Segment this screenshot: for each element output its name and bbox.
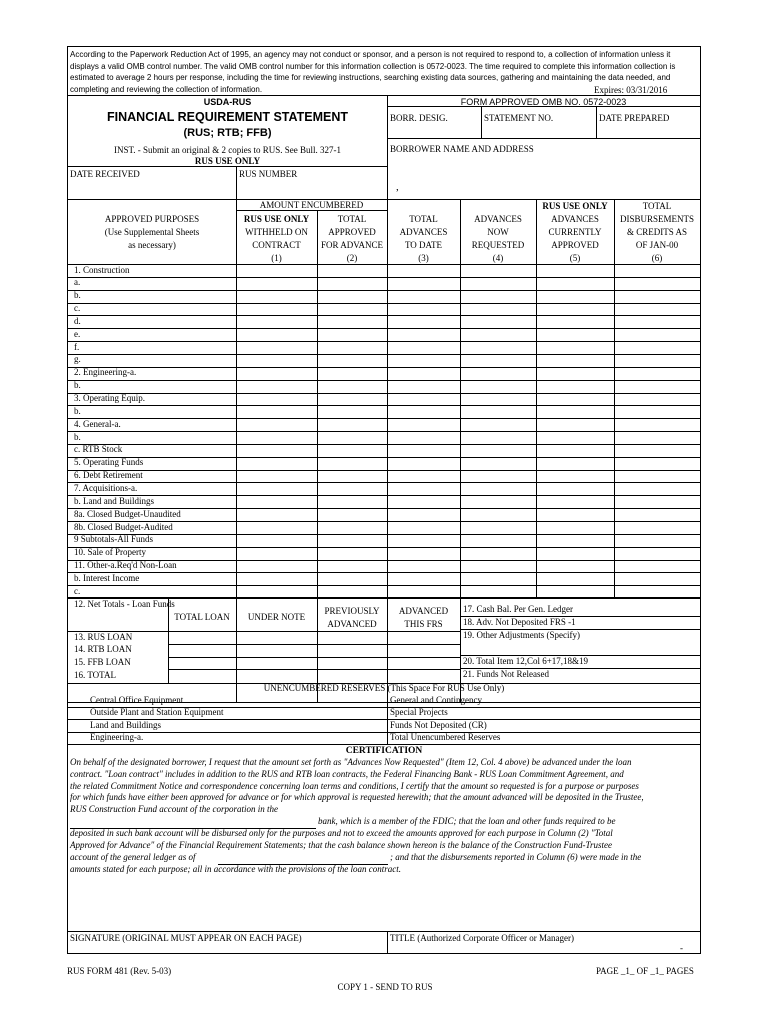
row-divider <box>168 644 460 645</box>
row-divider <box>68 354 700 355</box>
reserve-right-label: Total Unencumbered Reserves <box>390 732 501 742</box>
header-line: OF JAN-00 <box>635 240 679 250</box>
header-line: ADVANCED <box>327 619 377 629</box>
header-line: ADVANCES <box>551 214 599 224</box>
certification-text-2 <box>70 828 613 852</box>
date-prepared-field[interactable]: DATE PREPARED <box>599 113 670 123</box>
dash-mark: - <box>680 943 683 953</box>
certification-line: ; and that the disbursements reported in Column (6) were made in the <box>390 852 642 862</box>
row-divider <box>68 560 700 561</box>
row-divider <box>460 629 700 630</box>
loan-row-label: 13. RUS LOAN <box>74 631 133 642</box>
divider <box>596 106 597 138</box>
certification-line: RUS Construction Fund account of the corporation in the <box>70 804 278 815</box>
certification-line: amounts stated for each purpose; all in accordance with the provisions of the loan contract. <box>70 864 402 874</box>
row-divider <box>68 393 700 394</box>
approved-purposes-header <box>68 213 236 252</box>
row-divider <box>68 482 700 483</box>
divider <box>68 744 700 745</box>
row-divider <box>68 495 700 496</box>
row-divider <box>68 732 700 733</box>
row-divider <box>68 719 700 720</box>
reserve-right-label: Special Projects <box>390 707 448 717</box>
header-line: TOTAL <box>337 214 367 224</box>
purpose-row-label: 5. Operating Funds <box>74 457 144 468</box>
purpose-row-label: c. <box>74 585 81 596</box>
header-line: (2) <box>346 253 358 263</box>
loan-row-label: 14. RTB LOAN <box>74 644 132 655</box>
certification-text <box>70 757 644 816</box>
header-line: DISBURSEMENTS <box>619 214 694 224</box>
row-divider <box>68 315 700 316</box>
row-divider <box>68 598 700 599</box>
header-line: as necessary) <box>128 240 176 250</box>
expiration-date: Expires: 03/31/2016 <box>594 85 668 95</box>
purpose-row-label: f. <box>74 341 80 352</box>
header-line: THIS FRS <box>404 619 443 629</box>
purpose-row-label: c. RTB Stock <box>74 444 123 455</box>
col4-header <box>460 213 536 265</box>
loan-row-label: 16. TOTAL <box>74 669 116 680</box>
purpose-row-label: b. <box>74 405 81 416</box>
form-title: FINANCIAL REQUIREMENT STATEMENT <box>107 110 348 124</box>
header-line: ADVANCES <box>474 214 522 224</box>
header-line: WITHHELD ON <box>245 227 308 237</box>
loan-row-label: 15. FFB LOAN <box>74 657 131 668</box>
divider <box>481 106 482 138</box>
row-divider <box>168 657 460 658</box>
header-line: (4) <box>492 253 504 263</box>
unencumbered-reserves-title: UNENCUMBERED RESERVES (This Space For RUS Use Only) <box>263 683 505 693</box>
row-divider <box>460 668 700 669</box>
cash-balance-row-label: 21. Funds Not Released <box>463 668 549 679</box>
row-divider <box>68 341 700 342</box>
header-line: (1) <box>271 253 282 263</box>
page-number: PAGE _1_ OF _1_ PAGES <box>596 966 694 976</box>
header-line: TOTAL <box>642 201 672 211</box>
instructions: INST. - Submit an original & 2 copies to RUS. See Bull. 327-1 <box>113 145 342 155</box>
divider <box>68 931 700 932</box>
purpose-row-label: 11. Other-a.Req'd Non-Loan <box>74 560 177 571</box>
cash-balance-row-label: 18. Adv. Not Deposited FRS -1 <box>463 616 576 627</box>
divider <box>236 166 237 199</box>
header-line: TO DATE <box>404 240 443 250</box>
row-divider <box>68 470 700 471</box>
signature-field[interactable]: SIGNATURE (ORIGINAL MUST APPEAR ON EACH PAGE) <box>70 933 302 943</box>
row-divider <box>68 444 700 445</box>
copy-instruction: COPY 1 - SEND TO RUS <box>337 982 433 992</box>
reserve-left-label: Central Office Equipment <box>90 694 184 705</box>
header-line: ADVANCED <box>398 606 449 616</box>
header-line: NOW <box>487 227 509 237</box>
header-line: TOTAL <box>409 214 438 224</box>
purpose-row-label: 2. Engineering-a. <box>74 367 137 378</box>
advanced-this-frs-header <box>387 605 460 631</box>
header-line: ADVANCES <box>399 227 448 237</box>
purpose-row-label: 7. Acquisitions-a. <box>74 482 138 493</box>
address-comma: , <box>396 181 399 193</box>
purpose-row-label: b. Land and Buildings <box>74 495 154 506</box>
purpose-row-label: 6. Debt Retirement <box>74 470 143 481</box>
certification-line: account of the general ledger as of <box>70 852 196 862</box>
header-line: CONTRACT <box>252 240 301 250</box>
notice-line: completing and reviewing the collection of information. <box>70 84 263 94</box>
purpose-row-label: g. <box>74 354 81 365</box>
divider <box>68 166 387 167</box>
row-divider <box>68 380 700 381</box>
divider <box>68 597 700 598</box>
purpose-row-label: 10. Sale of Property <box>74 547 146 558</box>
rus-use-only-label: RUS USE ONLY <box>194 156 261 166</box>
cash-balance-row-label: 17. Cash Bal. Per Gen. Ledger <box>463 603 573 614</box>
header-line: REQUESTED <box>471 240 525 250</box>
cash-balance-row-label: 19. Other Adjustments (Specify) <box>463 629 580 640</box>
header-line: APPROVED PURPOSES <box>104 214 200 224</box>
purpose-row-label: b. <box>74 290 81 301</box>
certification-line: contract. "Loan contract" includes in addition to the RUS and RTB loan contracts, the Federal Financing Bank - RUS Loan Commitment Agreement, and <box>70 768 624 779</box>
form-subtitle: (RUS; RTB; FFB) <box>183 127 272 139</box>
reserve-left-label: Land and Buildings <box>90 719 161 730</box>
omb-number: FORM APPROVED OMB NO. 0572-0023 <box>460 97 627 107</box>
divider <box>387 138 700 139</box>
title-field[interactable]: TITLE (Authorized Corporate Officer or Manager) <box>390 933 575 943</box>
purpose-row-label: d. <box>74 315 81 326</box>
row-divider <box>68 431 700 432</box>
total-loan-header: TOTAL LOAN <box>174 612 230 622</box>
divider <box>236 210 387 211</box>
divider <box>168 597 169 683</box>
purpose-row-label: b. Interest Income <box>74 572 140 583</box>
header-line: (3) <box>418 253 429 263</box>
row-divider <box>68 303 700 304</box>
financial-requirement-statement-form <box>67 46 701 954</box>
purpose-row-label: 8b. Closed Budget-Audited <box>74 521 173 532</box>
purpose-row-label: b. <box>74 380 81 391</box>
row-divider <box>68 585 700 586</box>
purpose-row-label: 3. Operating Equip. <box>74 393 145 403</box>
certification-line: for which funds have either been approved for advance or for which approval is requested herewith; that the amount advanced will be deposited in the Trustee, <box>70 792 644 803</box>
header-line: APPROVED <box>328 227 376 237</box>
purpose-row-label: c. <box>74 303 81 314</box>
notice-line: According to the Paperwork Reduction Act of 1995, an agency may not conduct or sponsor, and a person is not required to respond to, a collection of information unless it <box>70 50 671 59</box>
row-divider <box>68 534 700 535</box>
notice-line: estimated to average 2 hours per response, including the time for reviewing instructions, searching existing data sources, gathering and maintaining the data needed, and <box>70 73 671 83</box>
notice-line: displays a valid OMB control number. The valid OMB control number for this information collection is 0572-0023. The time required to complete this information collection is <box>70 61 676 71</box>
reserve-left-label: Engineering-a. <box>90 732 144 742</box>
row-divider <box>168 669 460 670</box>
purpose-row-label: e. <box>74 328 81 339</box>
divider <box>387 95 388 199</box>
row-divider <box>68 508 700 509</box>
cash-balance-row-label: 20. Total Item 12,Col 6+17,18&19 <box>463 655 589 666</box>
row-divider <box>68 367 700 368</box>
certification-line: bank, which is a member of the FDIC; that the loan and other funds required to be <box>318 816 616 826</box>
row-divider <box>68 277 700 278</box>
row-divider <box>460 616 700 617</box>
row-divider <box>68 290 700 291</box>
divider <box>317 210 318 597</box>
header-line: RUS USE ONLY <box>542 201 608 211</box>
row-divider <box>68 707 700 708</box>
agency-name: USDA-RUS <box>203 97 252 107</box>
row-divider <box>68 457 700 458</box>
certification-title: CERTIFICATION <box>345 746 423 756</box>
certification-line: On behalf of the designated borrower, I request that the amount set forth as "Advances Now Requested" (Item 12, Col. 4 above) be advanced under the loan <box>70 757 632 767</box>
header-line: RUS USE ONLY <box>243 214 310 224</box>
header-line: CURRENTLY <box>548 227 602 237</box>
header-line: & CREDITS AS <box>626 227 687 237</box>
amount-encumbered-header: AMOUNT ENCUMBERED <box>259 200 364 210</box>
certification-line: Approved for Advance" of the Financial Requirement Statements; that the cash balance shown hereon is the balance of the Construction Fund-Trustee <box>70 839 613 850</box>
row-divider <box>68 405 700 406</box>
header-line: FOR ADVANCE <box>320 240 384 250</box>
purpose-row-label: 1. Construction <box>74 264 130 275</box>
header-line: (Use Supplemental Sheets <box>104 227 200 237</box>
row-divider <box>68 572 700 573</box>
col2-header <box>317 213 387 265</box>
borr-desig-field[interactable]: BORR. DESIG. <box>390 113 448 123</box>
certification-line: the related Commitment Notice and correspondence concerning loan terms and conditions, I certify that the amount so requested is for a purpose or purposes <box>70 780 639 791</box>
date-received-field[interactable]: DATE RECEIVED <box>70 169 140 179</box>
purpose-row-label: 9 Subtotals-All Funds <box>74 534 154 545</box>
purpose-row-label: 4. General-a. <box>74 418 121 429</box>
reserve-right-label: General and Contingency <box>390 694 482 705</box>
col5-header <box>536 200 614 265</box>
under-note-header: UNDER NOTE <box>247 612 306 622</box>
purpose-row-label: a. <box>74 277 81 288</box>
divider <box>387 931 388 954</box>
divider <box>68 95 700 96</box>
col1-header <box>236 213 317 265</box>
col6-header <box>614 200 700 265</box>
statement-no-field[interactable]: STATEMENT NO. <box>484 113 554 123</box>
row-divider <box>460 655 700 656</box>
purpose-row-label: b. <box>74 431 81 442</box>
reserve-left-label: Outside Plant and Station Equipment <box>90 707 224 717</box>
header-line: (6) <box>651 253 663 263</box>
header-line: (5) <box>569 253 581 263</box>
row-divider <box>68 418 700 419</box>
row-divider <box>68 521 700 522</box>
form-number: RUS FORM 481 (Rev. 5-03) <box>67 966 172 976</box>
rus-number-field[interactable]: RUS NUMBER <box>239 169 298 179</box>
row-divider <box>68 547 700 548</box>
purpose-row-label: 12. Net Totals - Loan Funds <box>74 598 175 609</box>
header-line: PREVIOUSLY <box>324 606 380 616</box>
previously-advanced-header <box>317 605 387 631</box>
purpose-row-label: 8a. Closed Budget-Unaudited <box>74 508 181 519</box>
divider <box>236 199 237 702</box>
reserve-right-label: Funds Not Deposited (CR) <box>390 719 487 730</box>
certification-line: deposited in such bank account will be disbursed only for the purposes and not to exceed the amounts approved for each purpose in Column (2) "Total <box>70 828 613 838</box>
col3-header <box>387 213 460 265</box>
header-line: APPROVED <box>551 240 599 250</box>
borrower-name-address-field[interactable]: BORROWER NAME AND ADDRESS <box>390 144 534 154</box>
row-divider <box>68 328 700 329</box>
